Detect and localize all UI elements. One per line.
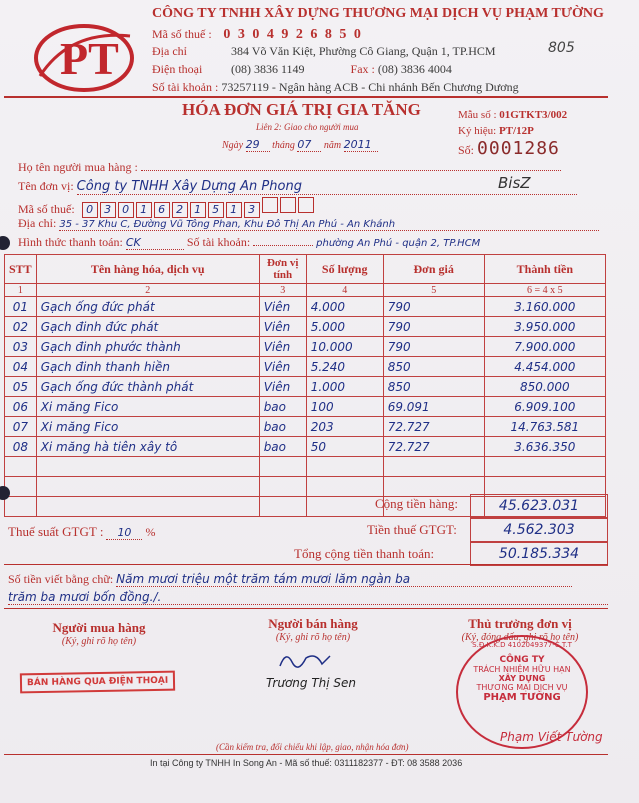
invoice-year: 2011 bbox=[344, 138, 378, 152]
row-unit: Viên bbox=[259, 377, 306, 397]
row-price: 850 bbox=[383, 377, 484, 397]
col-unit: Đơn vị tính bbox=[259, 255, 306, 284]
company-tax-code: 0 3 0 4 9 2 6 8 5 0 bbox=[223, 27, 363, 42]
row-amount: 3.160.000 bbox=[484, 297, 605, 317]
index-cell: 6 = 4 x 5 bbox=[484, 284, 605, 297]
amount-words-row bbox=[8, 572, 572, 587]
buyer-address-row bbox=[18, 216, 599, 231]
row-qty: 203 bbox=[306, 417, 383, 437]
row-price: 69.091 bbox=[383, 397, 484, 417]
symbol-row bbox=[458, 125, 534, 137]
buyer-signature bbox=[14, 620, 184, 647]
row-amount: 7.900.000 bbox=[484, 337, 605, 357]
seller-signature bbox=[238, 616, 388, 643]
binder-hole-top bbox=[0, 236, 10, 250]
phone-row: Điện thoại (08) 3836 1149 Fax : (08) 3836 4004 bbox=[152, 62, 452, 76]
row-stt: 03 bbox=[5, 337, 37, 357]
account-number-label: Số tài khoản: bbox=[186, 235, 251, 249]
item-rows bbox=[5, 297, 606, 517]
col-stt: STT bbox=[5, 255, 37, 284]
tax-digit: 3 bbox=[100, 202, 116, 218]
buyer-signature-hint: (Ký, ghi rõ họ tên) bbox=[61, 636, 137, 647]
payment-label: Hình thức thanh toán: bbox=[18, 235, 123, 249]
empty-cell bbox=[306, 497, 383, 517]
tax-digit bbox=[298, 197, 314, 213]
head-name: Phạm Viết Tường bbox=[500, 730, 603, 744]
table-row bbox=[5, 437, 606, 457]
tax-digit: 1 bbox=[190, 202, 206, 218]
row-stt: 08 bbox=[5, 437, 37, 457]
form-label: Mẫu số : bbox=[458, 109, 497, 121]
grand-total-value: 50.185.334 bbox=[470, 542, 608, 566]
vat-rate-label: Thuế suất GTGT : bbox=[8, 524, 104, 539]
tax-digit bbox=[280, 197, 296, 213]
empty-cell bbox=[5, 497, 37, 517]
index-cell: 1 bbox=[5, 284, 37, 297]
amount-words-line1: Năm mươi triệu một trăm tám mươi lăm ngàn ba bbox=[116, 572, 572, 587]
form-row bbox=[458, 109, 567, 121]
footer-note: (Cần kiểm tra, đối chiếu khi lập, giao, nhận hóa đơn) bbox=[216, 742, 409, 752]
year-label: năm bbox=[323, 140, 342, 151]
seal-line1: TRÁCH NHIỆM HỮU HẠN bbox=[473, 665, 571, 674]
row-unit: Viên bbox=[259, 337, 306, 357]
row-price: 790 bbox=[383, 297, 484, 317]
col-qty: Số lượng bbox=[306, 255, 383, 284]
number-row bbox=[458, 138, 560, 159]
address-row bbox=[152, 44, 496, 59]
amount-words-line2: trăm ba mươi bốn đồng./. bbox=[8, 590, 608, 605]
buyer-tax-label: Mã số thuế: bbox=[18, 202, 75, 216]
tax-digit bbox=[262, 197, 278, 213]
row-qty: 5.240 bbox=[306, 357, 383, 377]
table-row bbox=[5, 317, 606, 337]
empty-cell bbox=[5, 457, 37, 477]
row-amount: 4.454.000 bbox=[484, 357, 605, 377]
row-amount: 850.000 bbox=[484, 377, 605, 397]
footer-divider bbox=[4, 754, 608, 755]
empty-cell bbox=[36, 497, 259, 517]
logo-text: PT bbox=[60, 33, 119, 84]
empty-cell bbox=[306, 477, 383, 497]
seal-line4: PHẠM TƯỜNG bbox=[483, 692, 561, 703]
printer-info: In tại Công ty TNHH In Song An - Mã số thuế: 0311182377 - ĐT: 08 3588 2036 bbox=[150, 758, 463, 768]
table-header-row bbox=[5, 255, 606, 284]
tax-digit: 3 bbox=[244, 202, 260, 218]
empty-cell bbox=[259, 497, 306, 517]
tax-digit: 5 bbox=[208, 202, 224, 218]
buyer-address: 35 - 37 Khu C, Đường Vũ Tông Phan, Khu Đô Thị An Phú - An Khánh bbox=[59, 219, 599, 231]
empty-cell bbox=[383, 457, 484, 477]
row-item-name: Xi măng hà tiên xây tô bbox=[36, 437, 259, 457]
row-stt: 04 bbox=[5, 357, 37, 377]
seller-name: Trương Thị Sen bbox=[266, 676, 357, 690]
row-qty: 50 bbox=[306, 437, 383, 457]
number-label: Số: bbox=[458, 143, 475, 157]
tax-row: Mã số thuế : 0 3 0 4 9 2 6 8 5 0 bbox=[152, 27, 363, 42]
empty-cell bbox=[36, 457, 259, 477]
grand-total-label: Tổng cộng tiền thanh toán: bbox=[294, 546, 435, 561]
vat-label: Tiền thuế GTGT: bbox=[367, 522, 457, 537]
row-item-name: Xi măng Fico bbox=[36, 397, 259, 417]
buyer-address-cont: phường An Phú - quận 2, TP.HCM bbox=[316, 238, 481, 249]
seller-signature-hint: (Ký, ghi rõ họ tên) bbox=[275, 632, 351, 643]
seal-line3: THƯƠNG MẠI DỊCH VỤ bbox=[476, 683, 568, 692]
buyer-unit-row bbox=[18, 179, 577, 195]
phone-label: Điện thoại bbox=[152, 62, 203, 76]
row-unit: Viên bbox=[259, 317, 306, 337]
col-name: Tên hàng hóa, dịch vụ bbox=[36, 255, 259, 284]
empty-cell bbox=[306, 457, 383, 477]
amount-words-label: Số tiền viết bằng chữ: bbox=[8, 572, 114, 586]
invoice-symbol: PT/12P bbox=[498, 125, 534, 137]
tax-digit: 0 bbox=[118, 202, 134, 218]
buyer-stamp: BÁN HÀNG QUA ĐIỆN THOẠI bbox=[20, 671, 175, 694]
index-cell: 4 bbox=[306, 284, 383, 297]
seal-ring: S.Đ.K.K.D 4102049377-C.T.T bbox=[472, 641, 572, 649]
row-stt: 02 bbox=[5, 317, 37, 337]
buyer-signature-title: Người mua hàng bbox=[52, 620, 146, 635]
row-item-name: Gạch ống đức thành phát bbox=[36, 377, 259, 397]
items-table bbox=[4, 254, 606, 517]
page-note: 805 bbox=[548, 40, 575, 56]
buyer-unit: Công ty TNHH Xây Dựng An Phong bbox=[77, 179, 577, 195]
buyer-tax-row bbox=[18, 197, 316, 218]
day-label: Ngày bbox=[222, 140, 244, 151]
invoice-form: 01GTKT3/002 bbox=[499, 109, 568, 121]
account-row: Số tài khoản : 73257119 - Ngân hàng ACB - Chi nhánh Bến Chương Dương bbox=[152, 80, 519, 94]
subtotal-label: Cộng tiền hàng: bbox=[375, 496, 459, 511]
invoice-month: 07 bbox=[297, 138, 321, 152]
tax-digit: 6 bbox=[154, 202, 170, 218]
invoice-number: 0001286 bbox=[477, 138, 560, 159]
seal-company: CÔNG TY bbox=[499, 655, 545, 665]
buyer-address-label: Địa chỉ: bbox=[18, 216, 57, 230]
row-item-name: Gạch đinh thanh hiền bbox=[36, 357, 259, 377]
row-price: 850 bbox=[383, 357, 484, 377]
head-signature-hint: (Ký, đóng dấu, ghi rõ họ tên) bbox=[461, 632, 579, 643]
vat-value: 4.562.303 bbox=[470, 518, 608, 542]
row-stt: 01 bbox=[5, 297, 37, 317]
buyer-unit-label: Tên đơn vị: bbox=[18, 179, 74, 193]
tax-digit: 1 bbox=[136, 202, 152, 218]
account-label: Số tài khoản bbox=[152, 80, 212, 94]
subtotal-row bbox=[375, 496, 458, 512]
table-row bbox=[5, 337, 606, 357]
vat-rate-row bbox=[8, 524, 155, 540]
invoice-date bbox=[222, 138, 378, 152]
row-price: 790 bbox=[383, 317, 484, 337]
payment-row bbox=[18, 235, 480, 250]
symbol-label: Ký hiệu: bbox=[458, 125, 497, 137]
index-cell: 5 bbox=[383, 284, 484, 297]
company-address: 384 Võ Văn Kiệt, Phường Cô Giang, Quận 1, TP.HCM bbox=[231, 44, 496, 58]
tax-label: Mã số thuế bbox=[152, 27, 206, 41]
row-amount: 3.636.350 bbox=[484, 437, 605, 457]
row-item-name: Gạch đinh đức phát bbox=[36, 317, 259, 337]
invoice-day: 29 bbox=[246, 138, 270, 152]
row-unit: bao bbox=[259, 397, 306, 417]
row-amount: 3.950.000 bbox=[484, 317, 605, 337]
col-amount: Thành tiền bbox=[484, 255, 605, 284]
seller-signature-scribble bbox=[276, 648, 336, 672]
company-name: CÔNG TY TNHH XÂY DỰNG THƯƠNG MẠI DỊCH VỤ PHẠM TƯỜNG bbox=[152, 6, 604, 21]
row-stt: 06 bbox=[5, 397, 37, 417]
row-qty: 100 bbox=[306, 397, 383, 417]
buyer-name-label: Họ tên người mua hàng : bbox=[18, 160, 138, 174]
seal-line2: XÂY DỰNG bbox=[498, 674, 546, 683]
month-label: tháng bbox=[272, 140, 295, 151]
empty-cell bbox=[36, 477, 259, 497]
company-phone: (08) 3836 1149 bbox=[231, 62, 305, 76]
row-qty: 10.000 bbox=[306, 337, 383, 357]
words-top-divider bbox=[4, 564, 608, 565]
invoice-title: HÓA ĐƠN GIÁ TRỊ GIA TĂNG bbox=[182, 100, 421, 119]
seller-signature-title: Người bán hàng bbox=[268, 616, 358, 631]
row-unit: Viên bbox=[259, 297, 306, 317]
row-unit: bao bbox=[259, 417, 306, 437]
fax-label: Fax bbox=[350, 62, 369, 76]
table-row bbox=[5, 377, 606, 397]
row-price: 790 bbox=[383, 337, 484, 357]
table-row bbox=[5, 397, 606, 417]
row-stt: 05 bbox=[5, 377, 37, 397]
invoice-copy: Liên 2: Giao cho người mua bbox=[256, 122, 359, 132]
row-amount: 14.763.581 bbox=[484, 417, 605, 437]
vat-rate: 10 bbox=[106, 526, 142, 540]
row-item-name: Xi măng Fico bbox=[36, 417, 259, 437]
buyer-tax-boxes bbox=[82, 202, 316, 216]
buyer-name-row bbox=[18, 160, 561, 175]
payment-method: CK bbox=[126, 236, 184, 250]
vat-rate-pct: % bbox=[145, 525, 156, 539]
empty-cell bbox=[259, 457, 306, 477]
empty-cell bbox=[484, 457, 605, 477]
vat-row bbox=[367, 522, 457, 538]
buyer-note: BisZ bbox=[498, 174, 531, 192]
company-logo bbox=[30, 18, 138, 96]
table-row bbox=[5, 417, 606, 437]
tax-digit: 0 bbox=[82, 202, 98, 218]
row-amount: 6.909.100 bbox=[484, 397, 605, 417]
row-unit: bao bbox=[259, 437, 306, 457]
words-bottom-divider bbox=[4, 608, 608, 609]
row-item-name: Gạch ống đức phát bbox=[36, 297, 259, 317]
row-unit: Viên bbox=[259, 357, 306, 377]
empty-cell bbox=[259, 477, 306, 497]
row-stt: 07 bbox=[5, 417, 37, 437]
table-row bbox=[5, 357, 606, 377]
row-qty: 4.000 bbox=[306, 297, 383, 317]
index-cell: 2 bbox=[36, 284, 259, 297]
address-label: Địa chỉ bbox=[152, 44, 187, 58]
subtotal-value: 45.623.031 bbox=[470, 494, 608, 518]
head-signature-title: Thủ trưởng đơn vị bbox=[468, 616, 572, 631]
tax-digit: 2 bbox=[172, 202, 188, 218]
company-account: 73257119 - Ngân hàng ACB - Chi nhánh Bến Chương Dương bbox=[221, 80, 519, 94]
col-price: Đơn giá bbox=[383, 255, 484, 284]
row-qty: 1.000 bbox=[306, 377, 383, 397]
row-price: 72.727 bbox=[383, 417, 484, 437]
index-cell: 3 bbox=[259, 284, 306, 297]
grand-total-row bbox=[294, 546, 434, 562]
row-item-name: Gạch đinh phước thành bbox=[36, 337, 259, 357]
tax-digit: 1 bbox=[226, 202, 242, 218]
table-row bbox=[5, 297, 606, 317]
header-divider bbox=[4, 96, 608, 98]
company-fax: (08) 3836 4004 bbox=[377, 62, 452, 76]
table-row-empty bbox=[5, 457, 606, 477]
index-row bbox=[5, 284, 606, 297]
row-price: 72.727 bbox=[383, 437, 484, 457]
row-qty: 5.000 bbox=[306, 317, 383, 337]
